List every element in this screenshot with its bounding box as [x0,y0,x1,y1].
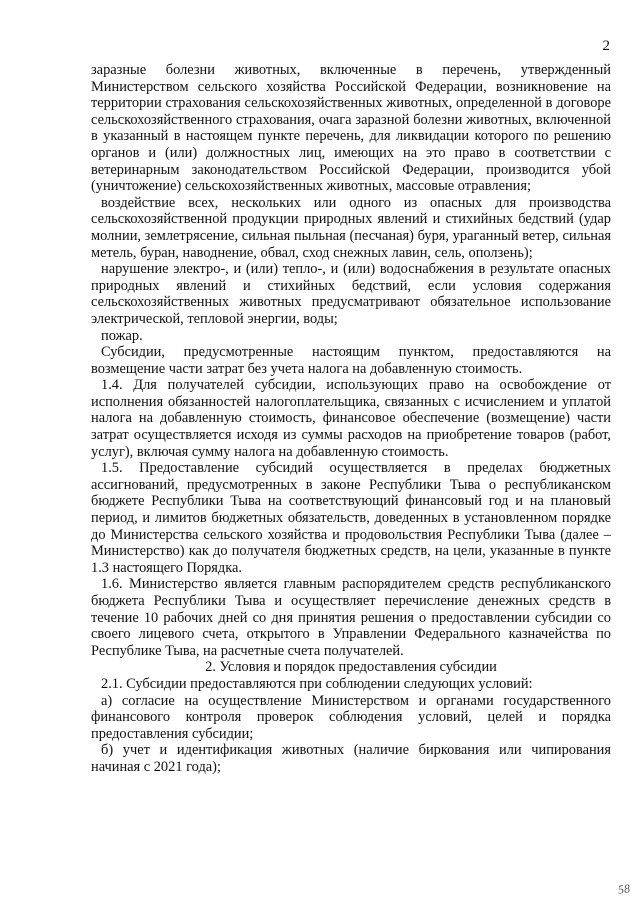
handwritten-page-mark: 58 [617,881,631,897]
paragraph-subsidy-vat: Субсидии, предусмотренные настоящим пунктом, предоставляются на возмещение части затрат без учета налога на добавленную стоимость. [91,344,611,377]
paragraph-1-5: 1.5. Предоставление субсидий осуществляется в пределах бюджетных ассигнований, предусмотренных в законе Республики Тыва о республиканском бюджете Республики Тыва на соответствующий финансовый год и на плановый период, и лимитов бюджетных обязательств, доведенных в установленном порядке до Министерства сельского хозяйства и продовольствия Республики Тыва (далее – Министерство) как до получателя бюджетных средств, на цели, указанные в пункте 1.3 настоящего Порядка. [91,460,611,576]
page-number: 2 [602,38,610,54]
paragraph-2-1-b: б) учет и идентификация животных (наличие биркования или чипирования начиная с 2021 года); [91,742,611,775]
paragraph-natural-phenomena: воздействие всех, нескольких или одного из опасных для производства сельскохозяйственной продукции природных явлений и стихийных бедствий (удар молнии, землетрясение, сильная пыльная (песчаная) буря, ураганный ветер, сильная метель, буран, наводнение, обвал, сход снежных лавин, сель, оползень); [91,194,611,261]
document-body [91,62,611,776]
paragraph-2-1: 2.1. Субсидии предоставляются при соблюдении следующих условий: [101,675,533,692]
paragraph-2-1-a: а) согласие на осуществление Министерством и органами государственного финансового контроля проверок соблюдения условий, целей и порядка предоставления субсидии; [91,692,611,742]
paragraph-diseases: заразные болезни животных, включенные в перечень, утвержденный Министерством сельского хозяйства Российской Федерации, возникновение на территории страхования сельскохозяйственных животных, определенной в договоре сельскохозяйственного страхования, очага заразной болезни животных, включенной в указанный в настоящем пункте перечень, для ликвидации которого по решению органов и (или) должностных лиц, имеющих на это право в соответствии с ветеринарным законодательством Российской Федерации, производится убой (уничтожение) сельскохозяйственных животных, массовые отравления; [91,62,611,195]
paragraph-1-6: 1.6. Министерство является главным распорядителем средств республиканского бюджета Республики Тыва и осуществляет перечисление денежных средств в течение 10 рабочих дней со дня принятия решения о предоставлении субсидии со своего лицевого счета, открытого в Управлении Федерального казначейства по Республике Тыва, на расчетные счета получателей. [91,576,611,659]
paragraph-fire: пожар. [101,327,143,344]
section-heading: 2. Условия и порядок предоставления субсидии [205,659,497,676]
paragraph-1-4: 1.4. Для получателей субсидии, использующих право на освобождение от исполнения обязанностей налогоплательщика, связанных с исчислением и уплатой налога на добавленную стоимость, финансовое обеспечение (возмещение) части затрат осуществляется исходя из суммы расходов на приобретение товаров (работ, услуг), включая сумму налога на добавленную стоимость. [91,377,611,460]
paragraph-supply-disruption: нарушение электро-, и (или) тепло-, и (или) водоснабжения в результате опасных природных явлений и стихийных бедствий, если условия содержания сельскохозяйственных животных предусматривают обязательное использование электрической, тепловой энергии, воды; [91,261,611,327]
